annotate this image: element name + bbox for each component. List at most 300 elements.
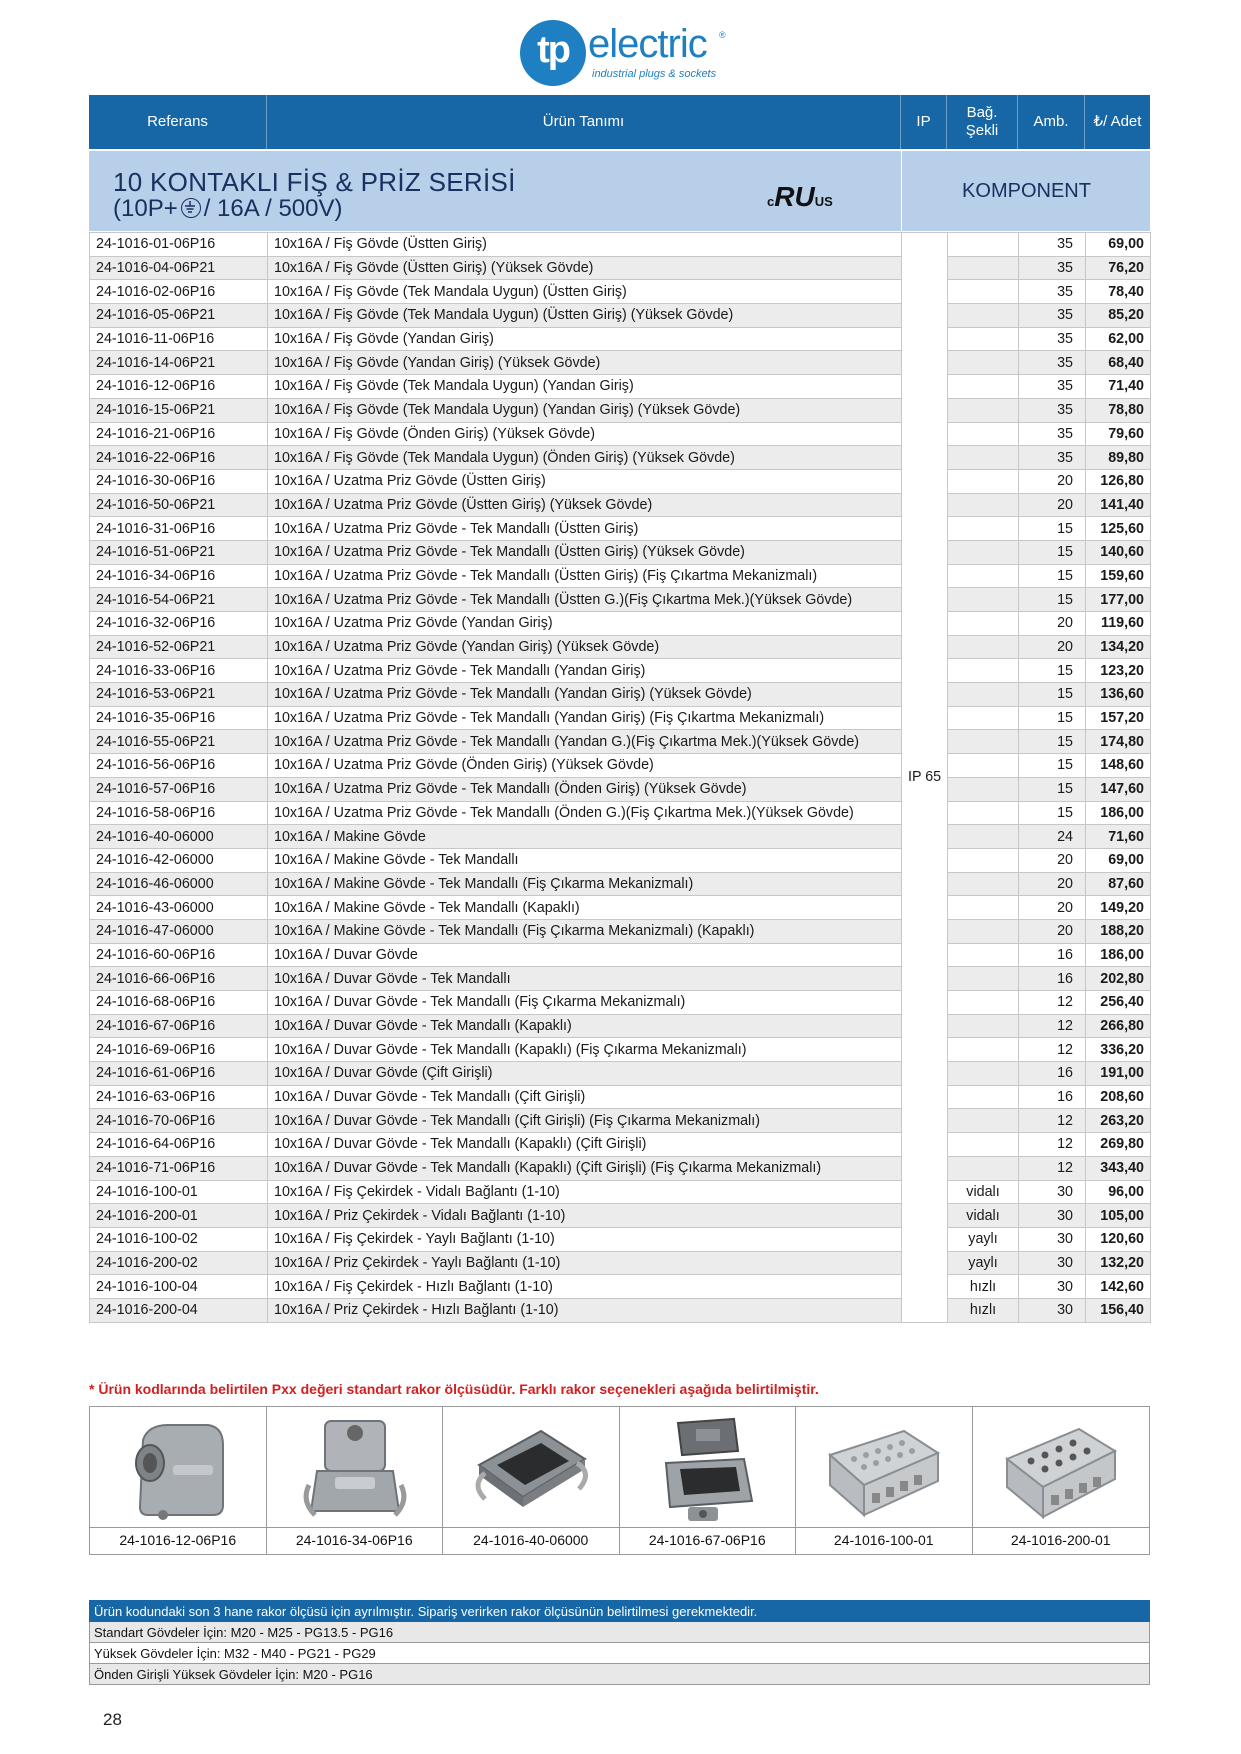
cell-desc: 10x16A / Fiş Gövde (Üstten Giriş) (Yüksek Gövde) xyxy=(268,256,902,280)
table-row xyxy=(90,1227,1151,1251)
cell-price: 71,40 xyxy=(1086,375,1151,399)
cell-amb: 15 xyxy=(1019,777,1086,801)
cell-price: 132,20 xyxy=(1086,1251,1151,1275)
table-row xyxy=(90,446,1151,470)
cell-bag: vidalı xyxy=(948,1180,1019,1204)
table-row xyxy=(90,1109,1151,1133)
table-row xyxy=(90,1298,1151,1322)
cell-bag xyxy=(948,659,1019,683)
cell-bag xyxy=(948,446,1019,470)
cell-bag xyxy=(948,327,1019,351)
brand-word: electric xyxy=(588,22,707,66)
cell-desc: 10x16A / Makine Gövde xyxy=(268,825,902,849)
cell-price: 263,20 xyxy=(1086,1109,1151,1133)
table-row xyxy=(90,517,1151,541)
product-gallery xyxy=(89,1406,1150,1555)
cell-desc: 10x16A / Makine Gövde - Tek Mandallı (Fiş Çıkarma Mekanizmalı) xyxy=(268,872,902,896)
cell-price: 119,60 xyxy=(1086,612,1151,636)
cell-bag xyxy=(948,683,1019,707)
cell-amb: 20 xyxy=(1019,635,1086,659)
header-desc: Ürün Tanımı xyxy=(267,95,901,149)
cell-bag xyxy=(948,1156,1019,1180)
cell-price: 141,40 xyxy=(1086,493,1151,517)
header-price: ₺/ Adet xyxy=(1093,113,1142,130)
table-row xyxy=(90,1133,1151,1157)
cell-ref: 24-1016-63-06P16 xyxy=(90,1085,268,1109)
cell-amb: 15 xyxy=(1019,588,1086,612)
brand-logo xyxy=(520,18,730,88)
cell-ref: 24-1016-42-06000 xyxy=(90,848,268,872)
cell-desc: 10x16A / Fiş Gövde (Yandan Giriş) xyxy=(268,327,902,351)
registered-mark: ® xyxy=(719,30,726,40)
table-row xyxy=(90,1156,1151,1180)
cell-price: 188,20 xyxy=(1086,919,1151,943)
header-bag: Bağ. Şekli xyxy=(947,95,1018,149)
table-row xyxy=(90,848,1151,872)
cell-ref: 24-1016-58-06P16 xyxy=(90,801,268,825)
cell-ref: 24-1016-54-06P21 xyxy=(90,588,268,612)
cell-desc: 10x16A / Fiş Gövde (Tek Mandala Uygun) (Yandan Giriş) (Yüksek Gövde) xyxy=(268,398,902,422)
cell-price: 76,20 xyxy=(1086,256,1151,280)
gallery-caption: 24-1016-67-06P16 xyxy=(620,1527,796,1554)
table-row xyxy=(90,943,1151,967)
cell-ref: 24-1016-57-06P16 xyxy=(90,777,268,801)
gallery-caption: 24-1016-40-06000 xyxy=(443,1527,619,1554)
table-row xyxy=(90,327,1151,351)
cell-amb: 30 xyxy=(1019,1227,1086,1251)
cell-ref: 24-1016-61-06P16 xyxy=(90,1062,268,1086)
cell-amb: 35 xyxy=(1019,233,1086,257)
cell-price: 159,60 xyxy=(1086,564,1151,588)
cell-price: 96,00 xyxy=(1086,1180,1151,1204)
cell-ref: 24-1016-53-06P21 xyxy=(90,683,268,707)
table-row xyxy=(90,777,1151,801)
cell-ref: 24-1016-67-06P16 xyxy=(90,1014,268,1038)
table-row xyxy=(90,659,1151,683)
cell-bag xyxy=(948,280,1019,304)
cell-ref: 24-1016-02-06P16 xyxy=(90,280,268,304)
cell-desc: 10x16A / Makine Gövde - Tek Mandallı xyxy=(268,848,902,872)
cell-desc: 10x16A / Fiş Gövde (Tek Mandala Uygun) (Üstten Giriş) xyxy=(268,280,902,304)
table-row xyxy=(90,1038,1151,1062)
cell-ref: 24-1016-15-06P21 xyxy=(90,398,268,422)
cell-ref: 24-1016-31-06P16 xyxy=(90,517,268,541)
cell-bag xyxy=(948,1014,1019,1038)
table-row xyxy=(90,872,1151,896)
cell-desc: 10x16A / Fiş Gövde (Önden Giriş) (Yüksek Gövde) xyxy=(268,422,902,446)
cell-price: 177,00 xyxy=(1086,588,1151,612)
table-row xyxy=(90,730,1151,754)
cell-desc: 10x16A / Duvar Gövde - Tek Mandallı xyxy=(268,967,902,991)
cell-desc: 10x16A / Uzatma Priz Gövde - Tek Mandallı (Üstten G.)(Fiş Çıkartma Mek.)(Yüksek Gövde) xyxy=(268,588,902,612)
cell-amb: 15 xyxy=(1019,683,1086,707)
cell-price: 208,60 xyxy=(1086,1085,1151,1109)
cell-bag xyxy=(948,872,1019,896)
cell-amb: 35 xyxy=(1019,256,1086,280)
cell-ref: 24-1016-40-06000 xyxy=(90,825,268,849)
header-amb: Amb. xyxy=(1018,95,1085,149)
cell-desc: 10x16A / Uzatma Priz Gövde - Tek Mandallı (Yandan Giriş) xyxy=(268,659,902,683)
cell-amb: 12 xyxy=(1019,991,1086,1015)
cell-price: 68,40 xyxy=(1086,351,1151,375)
cell-amb: 35 xyxy=(1019,398,1086,422)
cell-amb: 30 xyxy=(1019,1298,1086,1322)
male-insert-icon xyxy=(824,1415,944,1525)
cell-bag xyxy=(948,1133,1019,1157)
cell-price: 140,60 xyxy=(1086,540,1151,564)
product-table xyxy=(89,232,1151,1323)
cell-desc: 10x16A / Fiş Gövde (Tek Mandala Uygun) (Yandan Giriş) xyxy=(268,375,902,399)
cell-desc: 10x16A / Uzatma Priz Gövde - Tek Mandallı (Üstten Giriş) xyxy=(268,517,902,541)
rakor-info-header: Ürün kodundaki son 3 hane rakor ölçüsü için ayrılmıştır. Sipariş verirken rakor ölçüsünün belirtilmesi gerekmektedir. xyxy=(90,1601,1150,1622)
cell-desc: 10x16A / Fiş Çekirdek - Hızlı Bağlantı (1-10) xyxy=(268,1275,902,1299)
table-row xyxy=(90,280,1151,304)
table-row xyxy=(90,1204,1151,1228)
cell-price: 336,20 xyxy=(1086,1038,1151,1062)
cell-bag xyxy=(948,1085,1019,1109)
cell-bag xyxy=(948,754,1019,778)
cell-desc: 10x16A / Duvar Gövde - Tek Mandallı (Fiş Çıkarma Mekanizmalı) xyxy=(268,991,902,1015)
cell-ref: 24-1016-30-06P16 xyxy=(90,469,268,493)
cell-bag xyxy=(948,967,1019,991)
cell-ref: 24-1016-14-06P21 xyxy=(90,351,268,375)
cell-price: 120,60 xyxy=(1086,1227,1151,1251)
cell-bag: yaylı xyxy=(948,1251,1019,1275)
series-title: 10 KONTAKLI FİŞ & PRİZ SERİSİ xyxy=(113,167,516,197)
cell-price: 85,20 xyxy=(1086,304,1151,328)
cell-desc: 10x16A / Fiş Gövde (Üstten Giriş) xyxy=(268,233,902,257)
cell-desc: 10x16A / Uzatma Priz Gövde - Tek Mandallı (Önden G.)(Fiş Çıkartma Mek.)(Yüksek Gövde) xyxy=(268,801,902,825)
cell-amb: 35 xyxy=(1019,327,1086,351)
cell-bag: hızlı xyxy=(948,1275,1019,1299)
cell-desc: 10x16A / Priz Çekirdek - Hızlı Bağlantı (1-10) xyxy=(268,1298,902,1322)
cell-desc: 10x16A / Priz Çekirdek - Yaylı Bağlantı (1-10) xyxy=(268,1251,902,1275)
cell-ref: 24-1016-47-06000 xyxy=(90,919,268,943)
cell-ref: 24-1016-71-06P16 xyxy=(90,1156,268,1180)
cell-amb: 15 xyxy=(1019,706,1086,730)
cell-price: 202,80 xyxy=(1086,967,1151,991)
gallery-item xyxy=(796,1407,973,1554)
gallery-caption: 24-1016-200-01 xyxy=(973,1527,1150,1554)
cell-desc: 10x16A / Priz Çekirdek - Vidalı Bağlantı (1-10) xyxy=(268,1204,902,1228)
cell-bag xyxy=(948,422,1019,446)
table-row xyxy=(90,683,1151,707)
cell-amb: 15 xyxy=(1019,659,1086,683)
cell-bag xyxy=(948,233,1019,257)
cell-ref: 24-1016-55-06P21 xyxy=(90,730,268,754)
cell-amb: 15 xyxy=(1019,801,1086,825)
cell-price: 191,00 xyxy=(1086,1062,1151,1086)
cell-amb: 30 xyxy=(1019,1251,1086,1275)
table-row xyxy=(90,1062,1151,1086)
cell-bag: hızlı xyxy=(948,1298,1019,1322)
cell-desc: 10x16A / Fiş Gövde (Yandan Giriş) (Yüksek Gövde) xyxy=(268,351,902,375)
table-row xyxy=(90,754,1151,778)
cell-price: 142,60 xyxy=(1086,1275,1151,1299)
cell-price: 174,80 xyxy=(1086,730,1151,754)
cell-ref: 24-1016-51-06P21 xyxy=(90,540,268,564)
cell-desc: 10x16A / Uzatma Priz Gövde (Önden Giriş) (Yüksek Gövde) xyxy=(268,754,902,778)
cell-desc: 10x16A / Duvar Gövde xyxy=(268,943,902,967)
cell-amb: 20 xyxy=(1019,919,1086,943)
table-row xyxy=(90,919,1151,943)
table-row xyxy=(90,304,1151,328)
table-row xyxy=(90,540,1151,564)
gallery-caption: 24-1016-34-06P16 xyxy=(267,1527,443,1554)
table-row xyxy=(90,1180,1151,1204)
cell-desc: 10x16A / Duvar Gövde - Tek Mandallı (Çift Girişli) (Fiş Çıkarma Mekanizmalı) xyxy=(268,1109,902,1133)
table-row xyxy=(90,233,1151,257)
table-row xyxy=(90,991,1151,1015)
cell-amb: 15 xyxy=(1019,517,1086,541)
cell-desc: 10x16A / Makine Gövde - Tek Mandallı (Fiş Çıkarma Mekanizmalı) (Kapaklı) xyxy=(268,919,902,943)
cell-ref: 24-1016-33-06P16 xyxy=(90,659,268,683)
cell-amb: 35 xyxy=(1019,351,1086,375)
cell-desc: 10x16A / Fiş Gövde (Tek Mandala Uygun) (Üstten Giriş) (Yüksek Gövde) xyxy=(268,304,902,328)
cell-price: 266,80 xyxy=(1086,1014,1151,1038)
cell-price: 156,40 xyxy=(1086,1298,1151,1322)
cell-price: 126,80 xyxy=(1086,469,1151,493)
cell-ref: 24-1016-200-02 xyxy=(90,1251,268,1275)
cell-amb: 35 xyxy=(1019,375,1086,399)
cell-amb: 20 xyxy=(1019,612,1086,636)
cell-price: 186,00 xyxy=(1086,801,1151,825)
page-number: 28 xyxy=(103,1710,122,1729)
cell-bag xyxy=(948,469,1019,493)
cell-price: 343,40 xyxy=(1086,1156,1151,1180)
surface-housing-cover-icon xyxy=(648,1415,768,1525)
table-row xyxy=(90,469,1151,493)
table-row xyxy=(90,801,1151,825)
cell-amb: 16 xyxy=(1019,1062,1086,1086)
table-row xyxy=(90,588,1151,612)
table-row xyxy=(90,1014,1151,1038)
brand-tagline: industrial plugs & sockets xyxy=(592,68,717,80)
cell-bag xyxy=(948,398,1019,422)
series-subtitle: (10P+ / 16A / 500V) xyxy=(113,195,343,222)
cell-bag xyxy=(948,706,1019,730)
gallery-item xyxy=(620,1407,797,1554)
cell-bag xyxy=(948,991,1019,1015)
cell-price: 123,20 xyxy=(1086,659,1151,683)
cell-desc: 10x16A / Uzatma Priz Gövde (Üstten Giriş) xyxy=(268,469,902,493)
cell-ref: 24-1016-34-06P16 xyxy=(90,564,268,588)
table-row xyxy=(90,564,1151,588)
cell-desc: 10x16A / Duvar Gövde - Tek Mandallı (Kapaklı) (Çift Girişli) xyxy=(268,1133,902,1157)
cell-amb: 16 xyxy=(1019,967,1086,991)
cell-bag xyxy=(948,777,1019,801)
komponent-label: KOMPONENT xyxy=(901,151,1151,231)
rakor-standard: Standart Gövdeler İçin: M20 - M25 - PG13.5 - PG16 xyxy=(90,1622,1150,1643)
cell-desc: 10x16A / Duvar Gövde - Tek Mandallı (Kapaklı) (Çift Girişli) (Fiş Çıkarma Mekanizmalı) xyxy=(268,1156,902,1180)
cell-amb: 30 xyxy=(1019,1204,1086,1228)
cell-bag xyxy=(948,801,1019,825)
table-row xyxy=(90,967,1151,991)
table-row xyxy=(90,825,1151,849)
cell-amb: 30 xyxy=(1019,1275,1086,1299)
cell-amb: 30 xyxy=(1019,1180,1086,1204)
ground-icon xyxy=(181,198,201,218)
cell-desc: 10x16A / Fiş Çekirdek - Yaylı Bağlantı (1-10) xyxy=(268,1227,902,1251)
cell-bag xyxy=(948,493,1019,517)
cell-ref: 24-1016-46-06000 xyxy=(90,872,268,896)
cell-price: 148,60 xyxy=(1086,754,1151,778)
series-banner xyxy=(89,151,1150,231)
cell-desc: 10x16A / Uzatma Priz Gövde - Tek Mandallı (Önden Giriş) (Yüksek Gövde) xyxy=(268,777,902,801)
cell-amb: 15 xyxy=(1019,540,1086,564)
table-row xyxy=(90,375,1151,399)
cell-price: 79,60 xyxy=(1086,422,1151,446)
table-row xyxy=(90,612,1151,636)
gallery-item xyxy=(443,1407,620,1554)
cell-ref: 24-1016-22-06P16 xyxy=(90,446,268,470)
table-row xyxy=(90,896,1151,920)
cell-amb: 20 xyxy=(1019,872,1086,896)
table-row xyxy=(90,1251,1151,1275)
table-row xyxy=(90,422,1151,446)
cell-desc: 10x16A / Makine Gövde - Tek Mandallı (Kapaklı) xyxy=(268,896,902,920)
cell-ref: 24-1016-70-06P16 xyxy=(90,1109,268,1133)
cell-price: 147,60 xyxy=(1086,777,1151,801)
gallery-caption: 24-1016-100-01 xyxy=(796,1527,972,1554)
cell-bag xyxy=(948,730,1019,754)
cell-desc: 10x16A / Uzatma Priz Gövde - Tek Mandallı (Yandan Giriş) (Fiş Çıkartma Mekanizmalı) xyxy=(268,706,902,730)
cell-amb: 20 xyxy=(1019,848,1086,872)
cell-desc: 10x16A / Duvar Gövde - Tek Mandallı (Kapaklı) xyxy=(268,1014,902,1038)
cell-bag xyxy=(948,825,1019,849)
table-row xyxy=(90,351,1151,375)
cell-price: 105,00 xyxy=(1086,1204,1151,1228)
cell-ref: 24-1016-05-06P21 xyxy=(90,304,268,328)
female-insert-icon xyxy=(1001,1415,1121,1525)
coupler-hood-icon xyxy=(295,1415,415,1525)
cell-bag xyxy=(948,943,1019,967)
cell-price: 78,40 xyxy=(1086,280,1151,304)
cell-price: 186,00 xyxy=(1086,943,1151,967)
hood-side-entry-icon xyxy=(118,1415,238,1525)
cell-amb: 20 xyxy=(1019,896,1086,920)
cell-bag xyxy=(948,351,1019,375)
cell-desc: 10x16A / Uzatma Priz Gövde - Tek Mandallı (Yandan G.)(Fiş Çıkartma Mek.)(Yüksek Gövde) xyxy=(268,730,902,754)
cell-bag xyxy=(948,588,1019,612)
bulkhead-housing-icon xyxy=(471,1415,591,1525)
cell-desc: 10x16A / Uzatma Priz Gövde - Tek Mandallı (Yandan Giriş) (Yüksek Gövde) xyxy=(268,683,902,707)
cell-ref: 24-1016-35-06P16 xyxy=(90,706,268,730)
cell-ref: 24-1016-100-01 xyxy=(90,1180,268,1204)
cell-bag xyxy=(948,540,1019,564)
cell-ref: 24-1016-12-06P16 xyxy=(90,375,268,399)
cell-bag xyxy=(948,635,1019,659)
cell-ref: 24-1016-01-06P16 xyxy=(90,233,268,257)
rakor-note: * Ürün kodlarında belirtilen Pxx değeri standart rakor ölçüsüdür. Farklı rakor seçenekleri aşağıda belirtilmiştir. xyxy=(89,1381,819,1397)
ul-certification-icon: cRUUS xyxy=(767,181,833,212)
table-row xyxy=(90,398,1151,422)
cell-ref: 24-1016-04-06P21 xyxy=(90,256,268,280)
table-row xyxy=(90,1275,1151,1299)
rakor-info-table xyxy=(89,1600,1150,1685)
cell-amb: 16 xyxy=(1019,1085,1086,1109)
cell-price: 256,40 xyxy=(1086,991,1151,1015)
cell-bag xyxy=(948,304,1019,328)
cell-amb: 15 xyxy=(1019,754,1086,778)
cell-price: 87,60 xyxy=(1086,872,1151,896)
table-header xyxy=(89,95,1150,149)
cell-amb: 35 xyxy=(1019,304,1086,328)
table-row xyxy=(90,256,1151,280)
rakor-front-high: Önden Girişli Yüksek Gövdeler İçin: M20 - PG16 xyxy=(90,1664,1150,1685)
cell-ref: 24-1016-32-06P16 xyxy=(90,612,268,636)
cell-desc: 10x16A / Duvar Gövde - Tek Mandallı (Kapaklı) (Fiş Çıkarma Mekanizmalı) xyxy=(268,1038,902,1062)
cell-amb: 12 xyxy=(1019,1109,1086,1133)
cell-amb: 35 xyxy=(1019,422,1086,446)
cell-price: 71,60 xyxy=(1086,825,1151,849)
cell-ref: 24-1016-43-06000 xyxy=(90,896,268,920)
rakor-high: Yüksek Gövdeler İçin: M32 - M40 - PG21 - PG29 xyxy=(90,1643,1150,1664)
table-row xyxy=(90,706,1151,730)
cell-ref: 24-1016-56-06P16 xyxy=(90,754,268,778)
cell-amb: 15 xyxy=(1019,730,1086,754)
gallery-caption: 24-1016-12-06P16 xyxy=(90,1527,266,1554)
cell-price: 269,80 xyxy=(1086,1133,1151,1157)
cell-price: 125,60 xyxy=(1086,517,1151,541)
cell-amb: 35 xyxy=(1019,280,1086,304)
table-row xyxy=(90,1085,1151,1109)
cell-amb: 16 xyxy=(1019,943,1086,967)
cell-bag xyxy=(948,1038,1019,1062)
cell-amb: 20 xyxy=(1019,469,1086,493)
gallery-item xyxy=(90,1407,267,1554)
cell-ref: 24-1016-52-06P21 xyxy=(90,635,268,659)
cell-amb: 24 xyxy=(1019,825,1086,849)
cell-amb: 12 xyxy=(1019,1156,1086,1180)
cell-ref: 24-1016-200-04 xyxy=(90,1298,268,1322)
cell-ref: 24-1016-11-06P16 xyxy=(90,327,268,351)
cell-desc: 10x16A / Duvar Gövde (Çift Girişli) xyxy=(268,1062,902,1086)
cell-desc: 10x16A / Uzatma Priz Gövde - Tek Mandallı (Üstten Giriş) (Fiş Çıkartma Mekanizmalı) xyxy=(268,564,902,588)
cell-ref: 24-1016-21-06P16 xyxy=(90,422,268,446)
cell-price: 134,20 xyxy=(1086,635,1151,659)
cell-amb: 20 xyxy=(1019,493,1086,517)
cell-bag xyxy=(948,896,1019,920)
cell-desc: 10x16A / Uzatma Priz Gövde (Üstten Giriş) (Yüksek Gövde) xyxy=(268,493,902,517)
cell-amb: 12 xyxy=(1019,1133,1086,1157)
cell-price: 149,20 xyxy=(1086,896,1151,920)
cell-desc: 10x16A / Fiş Gövde (Tek Mandala Uygun) (Önden Giriş) (Yüksek Gövde) xyxy=(268,446,902,470)
cell-price: 78,80 xyxy=(1086,398,1151,422)
cell-price: 89,80 xyxy=(1086,446,1151,470)
cell-amb: 12 xyxy=(1019,1038,1086,1062)
cell-desc: 10x16A / Uzatma Priz Gövde (Yandan Giriş) xyxy=(268,612,902,636)
cell-bag: yaylı xyxy=(948,1227,1019,1251)
cell-desc: 10x16A / Uzatma Priz Gövde (Yandan Giriş) (Yüksek Gövde) xyxy=(268,635,902,659)
cell-ip: IP 65 xyxy=(902,233,948,1323)
gallery-item xyxy=(973,1407,1150,1554)
cell-desc: 10x16A / Fiş Çekirdek - Vidalı Bağlantı (1-10) xyxy=(268,1180,902,1204)
cell-ref: 24-1016-100-04 xyxy=(90,1275,268,1299)
cell-price: 69,00 xyxy=(1086,233,1151,257)
cell-price: 157,20 xyxy=(1086,706,1151,730)
cell-amb: 12 xyxy=(1019,1014,1086,1038)
cell-ref: 24-1016-64-06P16 xyxy=(90,1133,268,1157)
cell-bag xyxy=(948,612,1019,636)
cell-desc: 10x16A / Duvar Gövde - Tek Mandallı (Çift Girişli) xyxy=(268,1085,902,1109)
cell-ref: 24-1016-68-06P16 xyxy=(90,991,268,1015)
header-ip: IP xyxy=(901,95,947,149)
cell-price: 69,00 xyxy=(1086,848,1151,872)
cell-amb: 15 xyxy=(1019,564,1086,588)
brand-mark: tp xyxy=(520,20,586,86)
cell-bag xyxy=(948,375,1019,399)
